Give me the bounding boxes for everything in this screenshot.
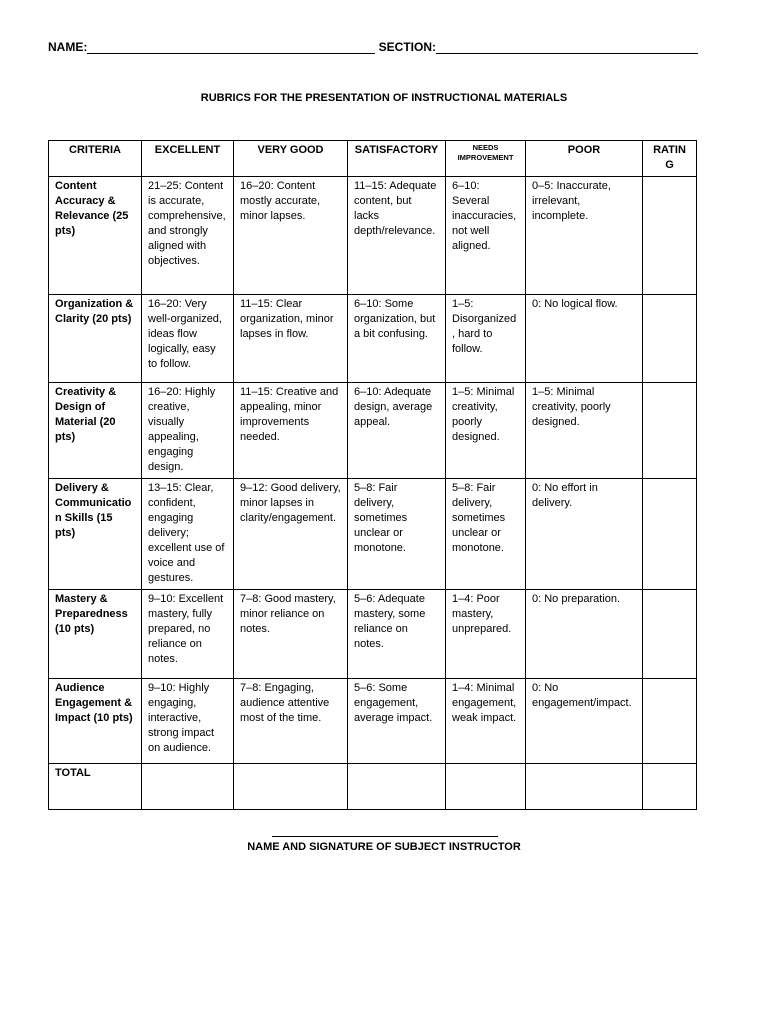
criteria-cell: Delivery & Communication Skills (15 pts) — [49, 479, 142, 590]
total-empty-cell — [348, 764, 446, 810]
total-label: TOTAL — [49, 764, 142, 810]
column-header: NEEDS IMPROVEMENT — [446, 141, 526, 177]
excellent-cell: 21–25: Content is accurate, comprehensive, and strongly aligned with objectives. — [142, 177, 234, 295]
table-row — [49, 177, 697, 295]
excellent-cell: 16–20: Highly creative, visually appealing, engaging design. — [142, 383, 234, 479]
total-empty-cell — [526, 764, 643, 810]
satisfactory-cell: 6–10: Some organization, but a bit confusing. — [348, 295, 446, 383]
satisfactory-cell: 6–10: Adequate design, average appeal. — [348, 383, 446, 479]
very-good-cell: 9–12: Good delivery, minor lapses in clarity/engagement. — [234, 479, 348, 590]
column-header: VERY GOOD — [234, 141, 348, 177]
satisfactory-cell: 5–6: Some engagement, average impact. — [348, 679, 446, 764]
excellent-cell: 16–20: Very well-organized, ideas flow logically, easy to follow. — [142, 295, 234, 383]
table-row — [49, 383, 697, 479]
needs-improvement-cell: 1–5: Disorganized, hard to follow. — [446, 295, 526, 383]
excellent-cell: 13–15: Clear, confident, engaging delivery; excellent use of voice and gestures. — [142, 479, 234, 590]
satisfactory-cell: 5–6: Adequate mastery, some reliance on notes. — [348, 590, 446, 679]
table-row — [49, 479, 697, 590]
criteria-cell: Creativity & Design of Material (20 pts) — [49, 383, 142, 479]
column-header: EXCELLENT — [142, 141, 234, 177]
signature-label: NAME AND SIGNATURE OF SUBJECT INSTRUCTOR — [247, 841, 521, 853]
rating-cell[interactable] — [643, 177, 697, 295]
total-empty-cell — [234, 764, 348, 810]
poor-cell: 0: No effort in delivery. — [526, 479, 643, 590]
table-row — [49, 679, 697, 764]
table-row — [49, 590, 697, 679]
needs-improvement-cell: 1–5: Minimal creativity, poorly designed. — [446, 383, 526, 479]
total-row — [49, 764, 697, 810]
excellent-cell: 9–10: Highly engaging, interactive, strong impact on audience. — [142, 679, 234, 764]
poor-cell: 0: No engagement/impact. — [526, 679, 643, 764]
poor-cell: 0–5: Inaccurate, irrelevant, incomplete. — [526, 177, 643, 295]
name-label: NAME: — [48, 40, 88, 54]
name-blank-line[interactable] — [87, 41, 375, 54]
signature-line[interactable] — [272, 836, 498, 837]
rating-cell[interactable] — [643, 479, 697, 590]
total-rating-cell[interactable] — [643, 764, 697, 810]
header-fields — [48, 40, 728, 58]
rating-cell[interactable] — [643, 679, 697, 764]
poor-cell: 0: No logical flow. — [526, 295, 643, 383]
satisfactory-cell: 5–8: Fair delivery, sometimes unclear or monotone. — [348, 479, 446, 590]
criteria-cell: Content Accuracy & Relevance (25 pts) — [49, 177, 142, 295]
column-header: POOR — [526, 141, 643, 177]
criteria-cell: Mastery & Preparedness (10 pts) — [49, 590, 142, 679]
needs-improvement-cell: 6–10: Several inaccuracies, not well aligned. — [446, 177, 526, 295]
document-title: RUBRICS FOR THE PRESENTATION OF INSTRUCTIONAL MATERIALS — [200, 92, 568, 104]
very-good-cell: 7–8: Good mastery, minor reliance on notes. — [234, 590, 348, 679]
total-empty-cell — [142, 764, 234, 810]
column-header: SATISFACTORY — [348, 141, 446, 177]
total-empty-cell — [446, 764, 526, 810]
very-good-cell: 11–15: Clear organization, minor lapses in flow. — [234, 295, 348, 383]
needs-improvement-cell: 5–8: Fair delivery, sometimes unclear or monotone. — [446, 479, 526, 590]
rating-cell[interactable] — [643, 295, 697, 383]
table-row — [49, 295, 697, 383]
needs-improvement-cell: 1–4: Minimal engagement, weak impact. — [446, 679, 526, 764]
section-label: SECTION: — [378, 40, 437, 54]
section-blank-line[interactable] — [436, 41, 698, 54]
rating-cell[interactable] — [643, 590, 697, 679]
column-header: RATING — [643, 141, 697, 177]
satisfactory-cell: 11–15: Adequate content, but lacks depth/relevance. — [348, 177, 446, 295]
criteria-cell: Audience Engagement & Impact (10 pts) — [49, 679, 142, 764]
header-row — [49, 141, 697, 177]
rating-cell[interactable] — [643, 383, 697, 479]
very-good-cell: 16–20: Content mostly accurate, minor lapses. — [234, 177, 348, 295]
excellent-cell: 9–10: Excellent mastery, fully prepared, no reliance on notes. — [142, 590, 234, 679]
needs-improvement-cell: 1–4: Poor mastery, unprepared. — [446, 590, 526, 679]
criteria-cell: Organization & Clarity (20 pts) — [49, 295, 142, 383]
very-good-cell: 11–15: Creative and appealing, minor improvements needed. — [234, 383, 348, 479]
rubric-table — [48, 140, 697, 810]
very-good-cell: 7–8: Engaging, audience attentive most of the time. — [234, 679, 348, 764]
column-header: CRITERIA — [49, 141, 142, 177]
poor-cell: 1–5: Minimal creativity, poorly designed. — [526, 383, 643, 479]
poor-cell: 0: No preparation. — [526, 590, 643, 679]
